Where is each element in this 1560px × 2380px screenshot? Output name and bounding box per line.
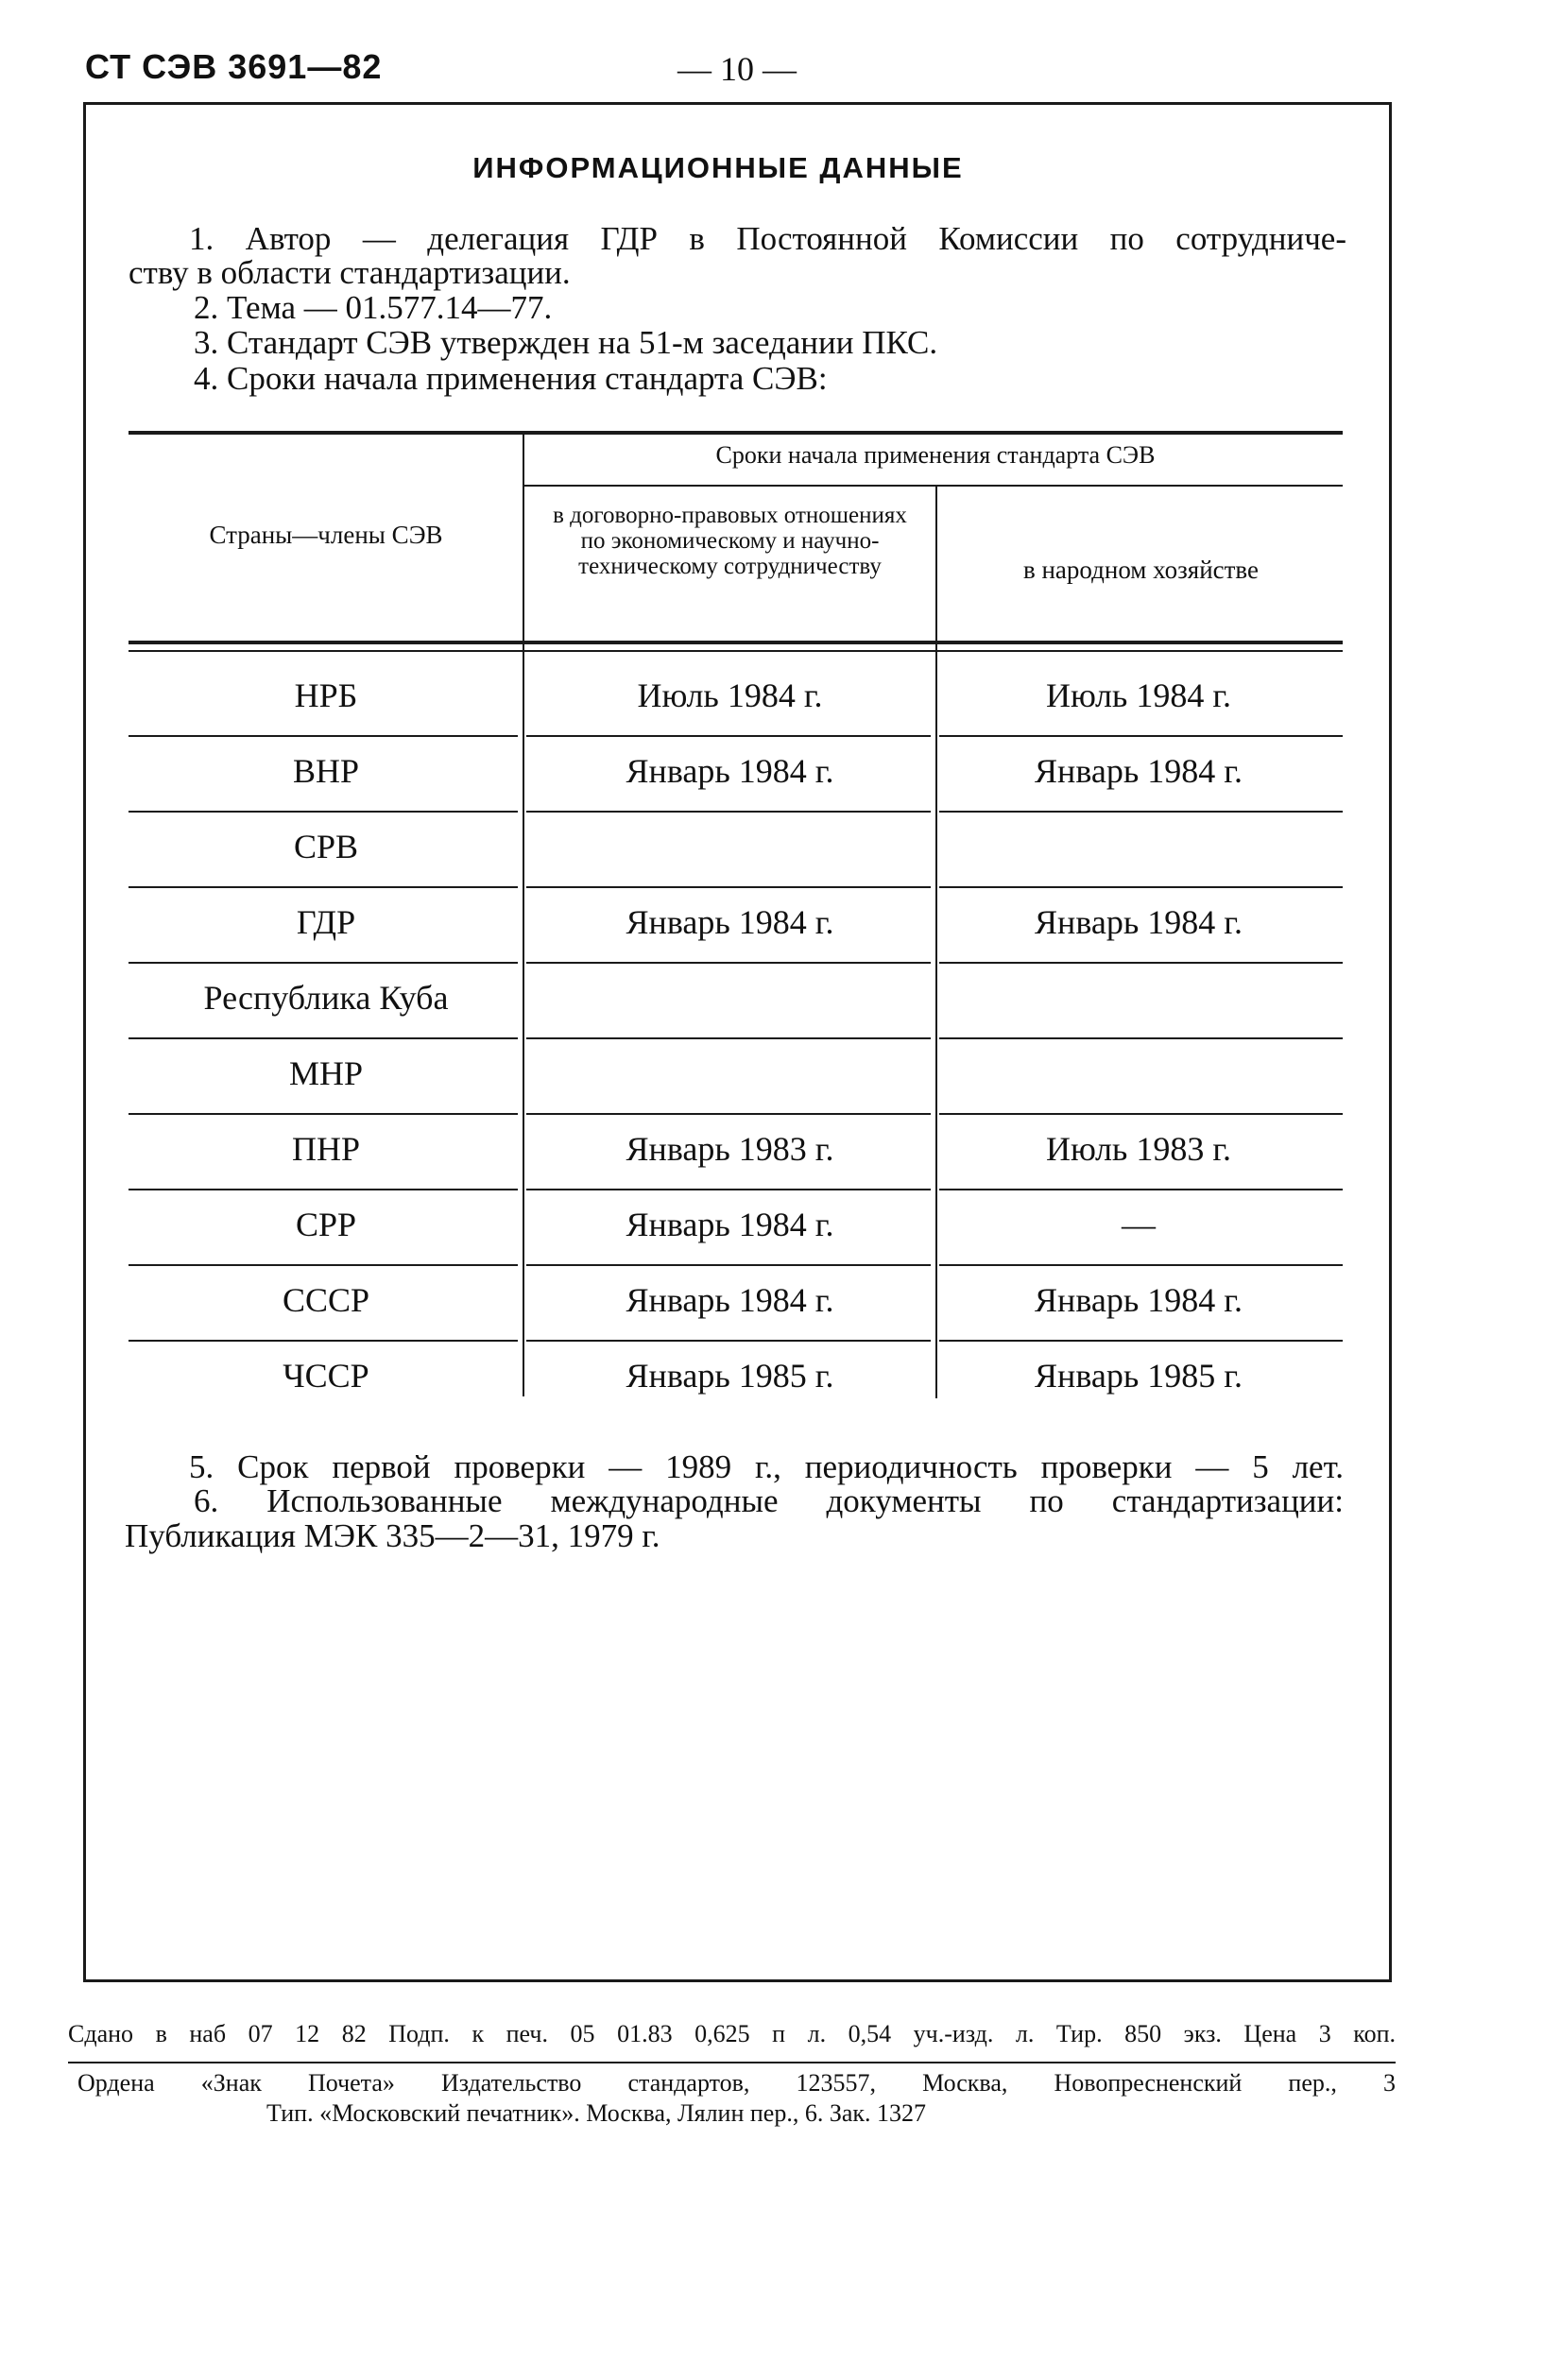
- cell-country: Республика Куба: [203, 979, 449, 1017]
- group-header-rule: [524, 485, 1343, 487]
- cell-economy: Январь 1984 г.: [1035, 903, 1243, 941]
- cell-contract: Июль 1984 г.: [637, 676, 823, 714]
- cell-economy: Январь 1984 г.: [1035, 1281, 1243, 1319]
- row-rule: [526, 962, 931, 964]
- column-divider-2: [935, 487, 937, 1398]
- cell-contract: Январь 1984 г.: [626, 752, 834, 790]
- item-1-line-1: 1. Автор — делегация ГДР в Постоянной Комиссии по сотрудниче-: [189, 220, 1346, 257]
- imprint-line-1: Сдано в наб 07 12 82 Подп. к печ. 05 01.83 0,625 п л. 0,54 уч.-изд. л. Тир. 850 экз. Цена 3 коп.: [68, 2020, 1396, 2047]
- item-4: 4. Сроки начала применения стандарта СЭВ:: [194, 360, 828, 397]
- imprint-line-2: Ордена «Знак Почета» Издательство стандартов, 123557, Москва, Новопресненский пер., 3: [77, 2069, 1396, 2097]
- cell-contract: Январь 1983 г.: [626, 1130, 834, 1168]
- cell-contract: Январь 1984 г.: [626, 1206, 834, 1243]
- row-rule: [526, 1037, 931, 1039]
- row-rule: [939, 735, 1343, 737]
- section-title: ИНФОРМАЦИОННЫЕ ДАННЫЕ: [472, 151, 964, 184]
- header-bottom-rule: [129, 641, 1343, 644]
- row-rule: [939, 1189, 1343, 1190]
- cell-country: СРВ: [293, 828, 359, 865]
- cell-country: МНР: [288, 1054, 364, 1092]
- imprint-rule: [68, 2062, 1396, 2063]
- item-6-line-1: 6. Использованные международные документы по стандартизации:: [194, 1482, 1344, 1519]
- table-top-rule: [129, 431, 1343, 435]
- cell-country: ВНР: [292, 752, 360, 790]
- cell-contract: Январь 1984 г.: [626, 903, 834, 941]
- row-rule: [526, 1189, 931, 1190]
- cell-country: СССР: [282, 1281, 370, 1319]
- item-2: 2. Тема — 01.577.14—77.: [194, 289, 553, 326]
- row-rule: [526, 1264, 931, 1266]
- header-bottom-rule-2: [129, 650, 1343, 652]
- header-economy: в народном хозяйстве: [1022, 556, 1260, 584]
- row-rule: [526, 1340, 931, 1342]
- cell-contract: Январь 1985 г.: [626, 1357, 834, 1395]
- row-rule: [129, 735, 518, 737]
- row-rule: [939, 1113, 1343, 1115]
- cell-economy: —: [1122, 1206, 1156, 1243]
- row-rule: [939, 886, 1343, 888]
- header-group: Сроки начала применения стандарта СЭВ: [715, 441, 1156, 469]
- cell-economy: Январь 1985 г.: [1035, 1357, 1243, 1395]
- row-rule: [129, 1340, 518, 1342]
- row-rule: [526, 1113, 931, 1115]
- row-rule: [129, 886, 518, 888]
- row-rule: [526, 886, 931, 888]
- row-rule: [526, 811, 931, 813]
- row-rule: [129, 1189, 518, 1190]
- row-rule: [129, 1113, 518, 1115]
- item-1-line-2: ству в области стандартизации.: [129, 254, 571, 291]
- cell-economy: Январь 1984 г.: [1035, 752, 1243, 790]
- cell-economy: Июль 1984 г.: [1045, 676, 1232, 714]
- row-rule: [129, 962, 518, 964]
- row-rule: [129, 1037, 518, 1039]
- column-divider-1: [523, 433, 524, 1396]
- cell-country: СРР: [295, 1206, 357, 1243]
- cell-country: ПНР: [291, 1130, 361, 1168]
- cell-country: НРБ: [294, 676, 358, 714]
- row-rule: [939, 1340, 1343, 1342]
- cell-economy: Июль 1983 г.: [1045, 1130, 1232, 1168]
- item-3: 3. Стандарт СЭВ утвержден на 51-м заседании ПКС.: [194, 324, 938, 361]
- row-rule: [939, 1037, 1343, 1039]
- row-rule: [129, 1264, 518, 1266]
- row-rule: [939, 1264, 1343, 1266]
- imprint-line-3: Тип. «Московский печатник». Москва, Лялин пер., 6. Зак. 1327: [266, 2099, 927, 2127]
- row-rule: [526, 735, 931, 737]
- row-rule: [939, 962, 1343, 964]
- item-5: 5. Срок первой проверки — 1989 г., периодичность проверки — 5 лет.: [189, 1448, 1344, 1485]
- cell-country: ЧССР: [283, 1357, 369, 1395]
- header-countries: Страны—члены СЭВ: [209, 521, 443, 549]
- cell-country: ГДР: [296, 903, 356, 941]
- document-code: СТ СЭВ 3691—82: [85, 47, 383, 86]
- row-rule: [129, 811, 518, 813]
- page-number: — 10 —: [677, 50, 797, 88]
- cell-contract: Январь 1984 г.: [626, 1281, 834, 1319]
- item-6-line-2: Публикация МЭК 335—2—31, 1979 г.: [125, 1517, 660, 1554]
- header-contract: в договорно-правовых отношениях по экономическому и научно-техническому сотрудничеству: [553, 503, 907, 579]
- row-rule: [939, 811, 1343, 813]
